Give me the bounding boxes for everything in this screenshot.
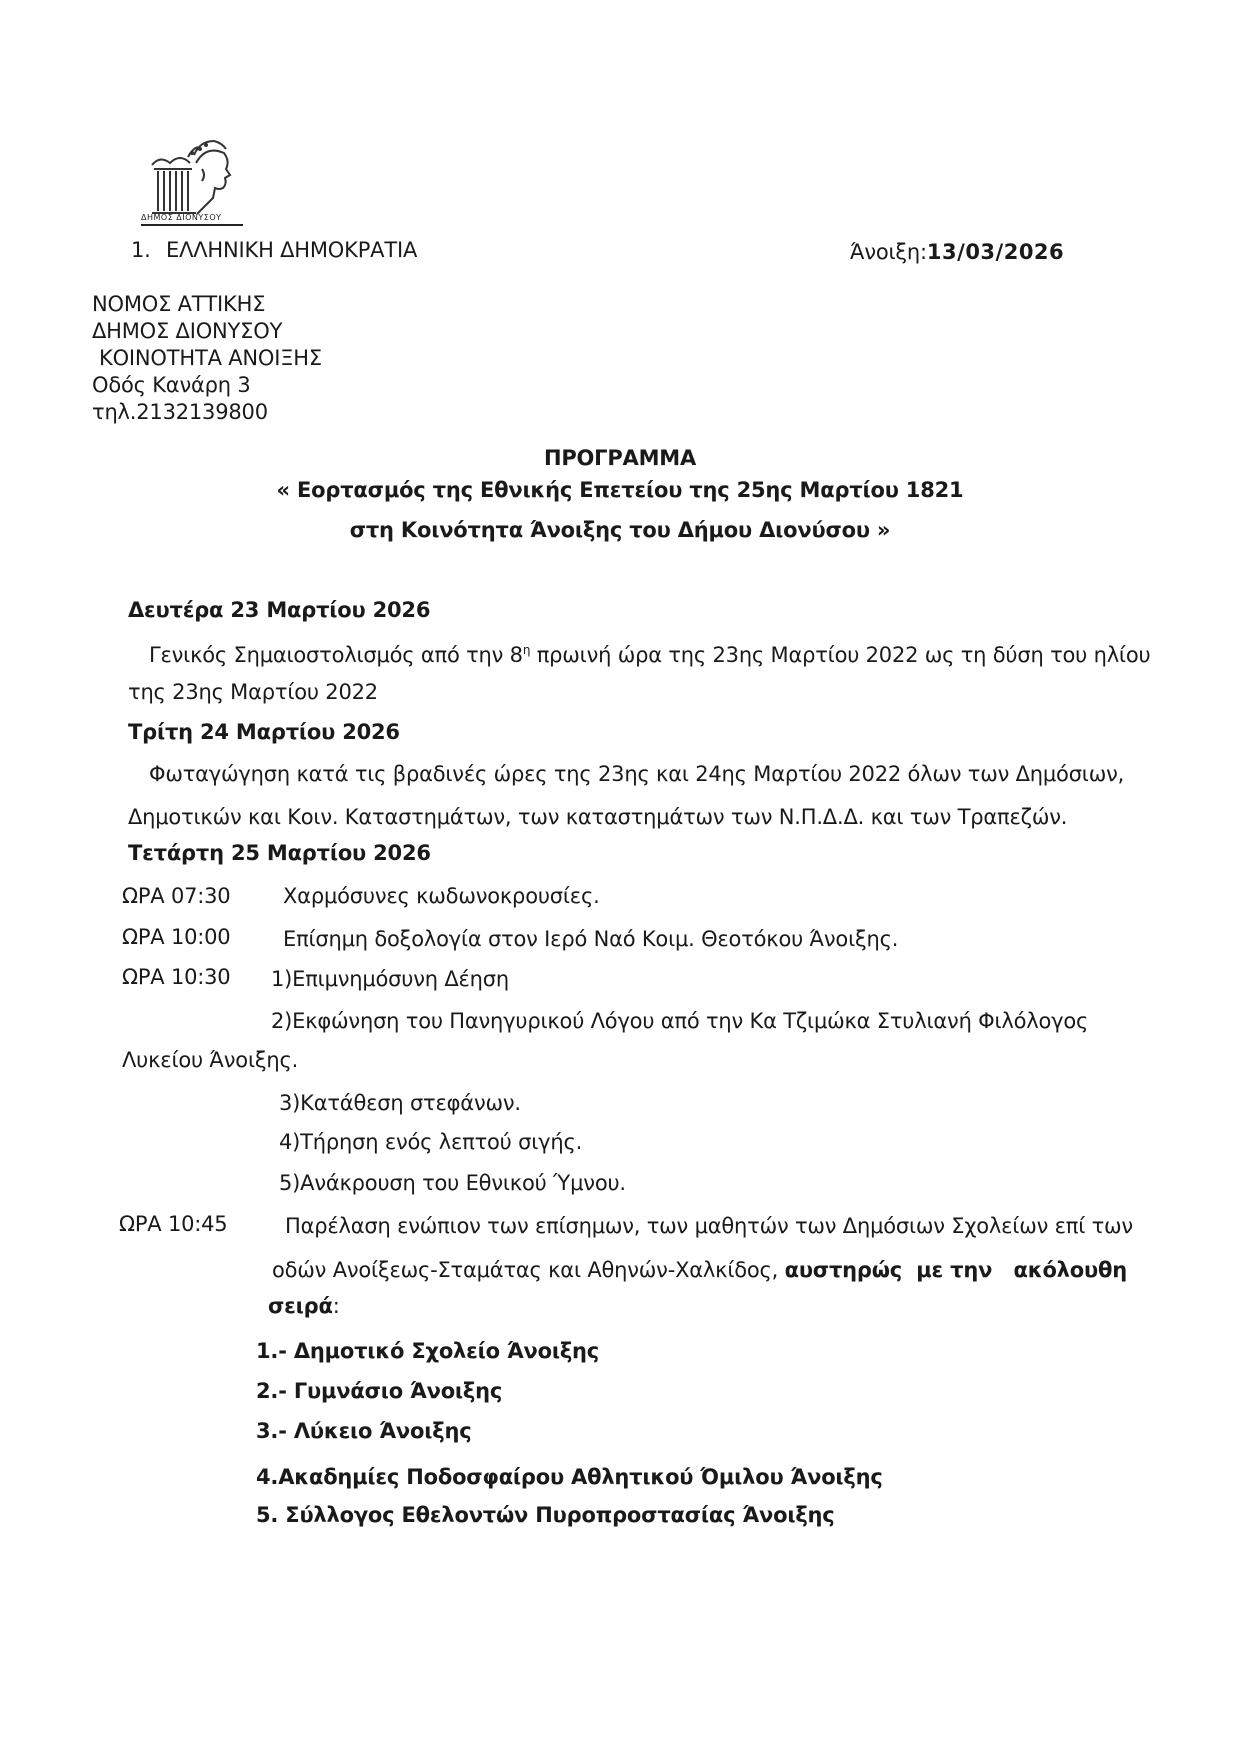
program-title-line2: στη Κοινότητα Άνοιξης του Δήμου Διονύσου » — [349, 518, 891, 542]
wednesday-heading: Τετάρτη 25 Μαρτίου 2026 — [128, 841, 431, 865]
date-value: 13/03/2026 — [926, 240, 1065, 264]
parade-line2-bold: αυστηρώς με την ακόλουθη — [784, 1258, 1127, 1282]
prefecture: ΝΟΜΟΣ ΑΤΤΙΚΗΣ — [92, 292, 266, 316]
event-silence: 4)Τήρηση ενός λεπτού σιγής. — [279, 1130, 583, 1154]
event-bells: Χαρμόσυνες κωδωνοκρουσίες. — [283, 884, 600, 908]
monday-heading: Δευτέρα 23 Μαρτίου 2026 — [128, 598, 431, 622]
event-speech-cont: Λυκείου Άνοιξης. — [122, 1048, 299, 1072]
time-1000: ΩΡΑ 10:00 — [122, 925, 231, 949]
date-label: Άνοιξη: — [850, 240, 927, 264]
monday-text-line1 — [149, 643, 1150, 667]
event-parade-line2 — [272, 1258, 1127, 1282]
event-wreaths: 3)Κατάθεση στεφάνων. — [279, 1091, 521, 1115]
monday-superscript: η — [522, 643, 531, 657]
parade-line2-text: οδών Ανοίξεως-Σταμάτας και Αθηνών-Χαλκίδος, — [272, 1258, 785, 1282]
tuesday-heading: Τρίτη 24 Μαρτίου 2026 — [128, 720, 400, 744]
parade-line3-colon: : — [332, 1294, 340, 1318]
republic-line: ΕΛΛΗΝΙΚΗ ΔΗΜΟΚΡΑΤΙΑ — [166, 238, 418, 262]
parade-line3-bold: σειρά — [268, 1294, 333, 1318]
program-title-line1: « Εορτασμός της Εθνικής Επετείου της 25ης Μαρτίου 1821 — [276, 478, 964, 502]
logo-underline — [141, 224, 243, 226]
event-speech: 2)Εκφώνηση του Πανηγυρικού Λόγου από την Κα Τζιμώκα Στυλιανή Φιλόλογος — [271, 1009, 1089, 1033]
monday-text-line2: της 23ης Μαρτίου 2022 — [128, 680, 378, 704]
street-address: Οδός Κανάρη 3 — [92, 373, 251, 397]
parade-order-item: 3.- Λύκειο Άνοιξης — [256, 1419, 472, 1443]
logo-caption: ΔΗΜΟΣ ΔΙΟΝΥΣΟΥ — [141, 213, 222, 222]
parade-order-item: 2.- Γυμνάσιο Άνοιξης — [256, 1379, 503, 1403]
event-anthem: 5)Ανάκρουση του Εθνικού Ύμνου. — [279, 1171, 626, 1195]
event-parade-line3 — [268, 1294, 340, 1318]
date-line — [850, 240, 1064, 264]
municipality: ΔΗΜΟΣ ΔΙΟΝΥΣΟΥ — [92, 319, 283, 343]
event-memorial: 1)Επιμνημόσυνη Δέηση — [271, 967, 510, 991]
program-heading: ΠΡΟΓΡΑΜΜΑ — [543, 446, 697, 470]
parade-order-item: 1.- Δημοτικό Σχολείο Άνοιξης — [256, 1339, 600, 1363]
phone-number: τηλ.2132139800 — [92, 400, 268, 424]
monday-text-a: Γενικός Σημαιοστολισμός από την 8 — [149, 643, 523, 667]
parade-order-item: 5. Σύλλογος Εθελοντών Πυροπροστασίας Άνοιξης — [256, 1503, 835, 1527]
time-1030: ΩΡΑ 10:30 — [122, 965, 231, 989]
monday-text-b: πρωινή ώρα της 23ης Μαρτίου 2022 ως τη δύση του ηλίου — [530, 643, 1151, 667]
tuesday-text-line1: Φωταγώγηση κατά τις βραδινές ώρες της 23ης και 24ης Μαρτίου 2022 όλων των Δημόσιων, — [149, 762, 1125, 786]
time-0730: ΩΡΑ 07:30 — [122, 884, 231, 908]
time-1045: ΩΡΑ 10:45 — [119, 1212, 228, 1236]
tuesday-text-line2: Δημοτικών και Κοιν. Καταστημάτων, των καταστημάτων των Ν.Π.Δ.Δ. και των Τραπεζών. — [128, 805, 1068, 829]
parade-order-item: 4.Ακαδημίες Ποδοσφαίρου Αθλητικού Όμιλου Άνοιξης — [256, 1465, 883, 1489]
event-doxology: Επίσημη δοξολογία στον Ιερό Ναό Κοιμ. Θεοτόκου Άνοιξης. — [283, 927, 899, 951]
community: ΚΟΙΝΟΤΗΤΑ ΑΝΟΙΞΗΣ — [99, 346, 322, 370]
republic-number: 1. — [131, 238, 151, 262]
event-parade-line1: Παρέλαση ενώπιον των επίσημων, των μαθητών των Δημόσιων Σχολείων επί των — [285, 1214, 1133, 1238]
